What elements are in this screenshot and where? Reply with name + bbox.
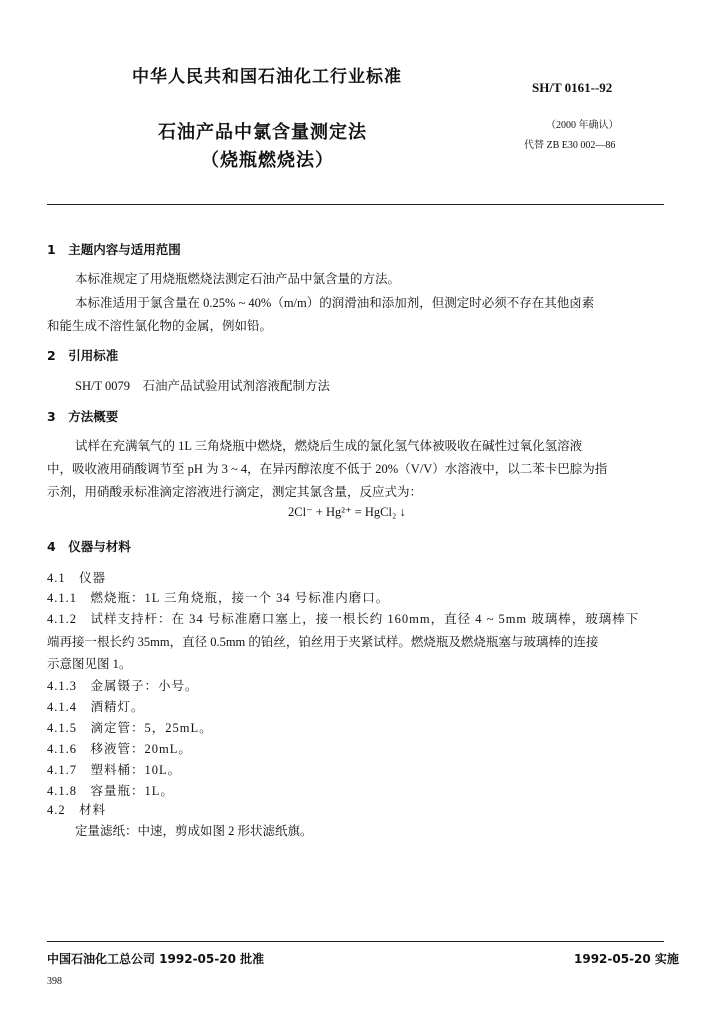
- section-2-reference: SH/T 0079 石油产品试验用试剂溶液配制方法: [75, 379, 330, 393]
- item-4-1-8: 4.1.8 容量瓶：1L。: [47, 784, 174, 798]
- implementation-date: 1992-05-20 实施: [574, 952, 679, 966]
- section-1-paragraph-1: 本标准规定了用烧瓶燃烧法测定石油产品中氯含量的方法。: [75, 272, 401, 286]
- item-4-1-2-line-2: 端再接一根长约 35mm，直径 0.5mm 的铂丝，铂丝用于夹紧试样。燃烧瓶及燃烧瓶塞与玻璃棒的连接: [47, 635, 599, 649]
- section-3-heading: 3 方法概要: [47, 409, 119, 424]
- org-title: 中华人民共和国石油化工行业标准: [132, 67, 402, 87]
- section-1-paragraph-2-line-1: 本标准适用于氯含量在 0.25% ~ 40%（m/m）的润滑油和添加剂，但测定时必须不存在其他卤素: [75, 296, 595, 310]
- confirmation-note: （2000 年确认）: [546, 120, 619, 131]
- item-4-1-3: 4.1.3 金属镊子：小号。: [47, 679, 199, 693]
- item-4-1: 4.1 仪器: [47, 571, 107, 585]
- reaction-equation: 2Cl⁻ + Hg²⁺ = HgCl₂ ↓: [288, 505, 406, 519]
- section-4-heading: 4 仪器与材料: [47, 539, 131, 554]
- approval-line: 中国石油化工总公司 1992-05-20 批准: [47, 952, 265, 966]
- item-4-2: 4.2 材料: [47, 803, 107, 817]
- document-title: 石油产品中氯含量测定法: [158, 122, 367, 143]
- replacement-note: 代替 ZB E30 002—86: [524, 140, 616, 151]
- standard-number: SH/T 0161--92: [532, 80, 613, 95]
- item-4-1-7: 4.1.7 塑料桶：10L。: [47, 763, 182, 777]
- item-4-2-paragraph: 定量滤纸：中速，剪成如图 2 形状滤纸旗。: [75, 824, 313, 838]
- item-4-1-4: 4.1.4 酒精灯。: [47, 700, 145, 714]
- section-2-heading: 2 引用标准: [47, 348, 119, 363]
- item-4-1-2-line-1: 4.1.2 试样支持杆：在 34 号标准磨口塞上，接一根长约 160mm，直径 4 ~ 5mm 玻璃棒，玻璃棒下: [47, 612, 640, 626]
- footer-divider: [47, 941, 664, 942]
- section-3-line-1: 试样在充满氧气的 1L 三角烧瓶中燃烧，燃烧后生成的氯化氢气体被吸收在碱性过氧化氢溶液: [75, 439, 583, 453]
- document-subtitle: （烧瓶燃烧法）: [201, 150, 334, 171]
- page-number: 398: [47, 976, 62, 987]
- item-4-1-1: 4.1.1 燃烧瓶：1L 三角烧瓶，接一个 34 号标准内磨口。: [47, 591, 390, 605]
- section-1-paragraph-2-line-2: 和能生成不溶性氯化物的金属，例如铅。: [47, 319, 273, 333]
- item-4-1-6: 4.1.6 移液管：20mL。: [47, 742, 192, 756]
- item-4-1-2-line-3: 示意图见图 1。: [47, 657, 132, 671]
- section-1-heading: 1 主题内容与适用范围: [47, 242, 181, 257]
- item-4-1-5: 4.1.5 滴定管：5，25mL。: [47, 721, 213, 735]
- header-divider: [47, 204, 664, 205]
- section-3-line-2: 中，吸收液用硝酸调节至 pH 为 3 ~ 4，在异丙醇浓度不低于 20%（V/V）水溶液中，以二苯卡巴腙为指: [47, 462, 608, 476]
- section-3-line-3: 示剂，用硝酸汞标准滴定溶液进行滴定，测定其氯含量，反应式为：: [47, 485, 423, 499]
